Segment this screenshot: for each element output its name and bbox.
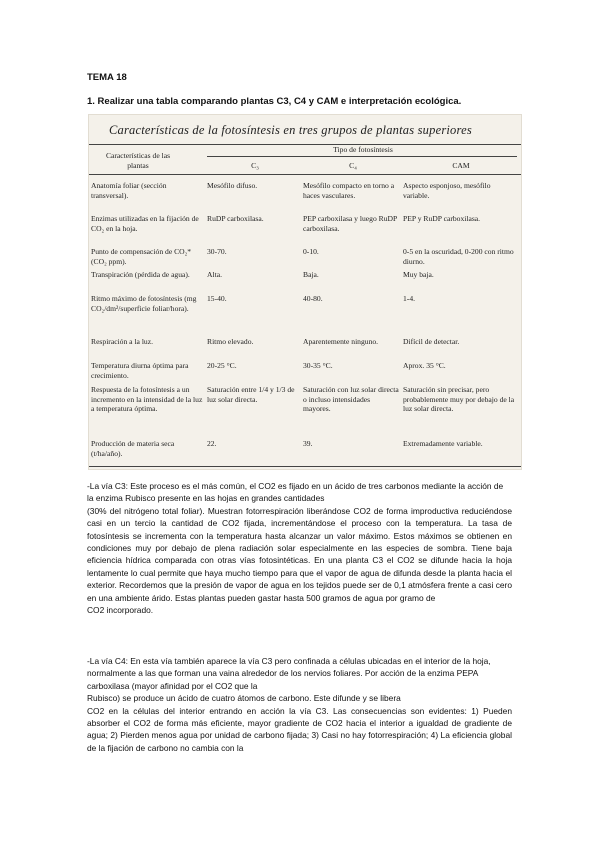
row-label: Punto de compensación de CO₂* (CO₂ ppm). [91, 247, 192, 266]
cell-cam: Aprox. 35 °C. [403, 361, 446, 370]
cell-cam: PEP y RuDP carboxilasa. [403, 214, 481, 223]
cell-c4: Aparentemente ninguno. [303, 337, 379, 346]
c4-section [87, 655, 512, 754]
question-heading: 1. Realizar una tabla comparando plantas C3, C4 y CAM e interpretación ecológica. [87, 96, 462, 107]
cell-c3: 20-25 °C. [207, 361, 237, 370]
column-c4: C₄ [349, 161, 357, 170]
cell-cam: 0-5 en la oscuridad, 0-200 con ritmo diurno. [403, 247, 514, 266]
cell-cam: 1-4. [403, 294, 416, 303]
cell-cam: Muy baja. [403, 270, 434, 279]
cell-c4: Mesófilo compacto en torno a haces vasculares. [303, 181, 395, 200]
group-header: Tipo de fotosíntesis [333, 145, 393, 154]
row-label: Ritmo máximo de fotosíntesis (mg CO₂/dm²/superficie foliar/hora). [91, 294, 197, 313]
cell-cam: Aspecto esponjoso, mesófilo variable. [403, 181, 491, 200]
row-label: Enzimas utilizadas en la fijación de CO₂ en la hoja. [91, 214, 199, 233]
cell-c3: 22. [207, 439, 217, 448]
c4-body: CO2 en la células del interior entrando en acción la vía C3. Las consecuencias son evidentes: 1) Pueden absorber el CO2 de forma más eficiente, mayor gradiente de CO2 hacia el interior a igualdad de gradiente de agua; 2) Pierden menos agua por unidad de carbono fijada; 3) Casi no hay fotorrespiración; 4) La eficiencia global de la fijación de carbono no cambia con la [87, 705, 512, 753]
row-label: Temperatura diurna óptima para crecimiento. [91, 361, 189, 380]
topic-heading: TEMA 18 [87, 72, 127, 83]
cell-c3: RuDP carboxilasa. [207, 214, 264, 223]
header-bottom-rule [89, 174, 521, 175]
cell-c4: 0-10. [303, 247, 319, 256]
cell-c4: 30-35 °C. [303, 361, 333, 370]
cell-c3: Ritmo elevado. [207, 337, 254, 346]
cell-c4: Baja. [303, 270, 319, 279]
c4-intro: -La vía C4: En esta vía también aparece la vía C3 pero confinada a células ubicadas en el interior de la hoja, normalmente a las que forman una vaina alrededor de los nervios foliares. Por acción de la enzima PEPA carboxilasa (mayor afinidad por el CO2 que la [87, 656, 491, 691]
cell-cam: Saturación sin precisar, pero probablemente muy por debajo de la luz solar directa. [403, 385, 515, 414]
cell-c3: Alta. [207, 270, 222, 279]
row-label: Respiración a la luz. [91, 337, 153, 346]
cell-c4: Saturación con luz solar directa o incluso intensidades mayores. [303, 385, 399, 414]
c3-body: (30% del nitrógeno total foliar). Muestran fotorrespiración liberándose CO2 de forma improductiva reduciéndose casi en un tercio la cantidad de CO2 fijada, incrementándose el proceso con la temperatura. La tasa de fotosíntesis se incrementa con la temperatura hasta alcanzar un valor máximo. Estos máximos se obtienen en condiciones muy por debajo de plena radiación solar especialmente en las especies de sombra. Tiene baja eficiencia hídrica comparada con otras vías fotosintéticas. En una planta C3 el CO2 se difunde hacia la hoja lentamente lo cual permite que haya mucho tiempo para que el vapor de agua de difunda desde la planta hacia el exterior. Recordemos que la presión de vapor de agua en los tejidos puede ser de 0,1 atmósfera frente a casi cero en una ambiente árido. Estas plantas pueden gastar hasta 500 gramos de agua por gramo de [87, 505, 512, 603]
row-label: Transpiración (pérdida de agua). [91, 270, 190, 279]
row-label: Producción de materia seca (t/ha/año). [91, 439, 175, 458]
cell-c4: PEP carboxilasa y luego RuDP carboxilasa. [303, 214, 397, 233]
row-label: Respuesta de la fotosíntesis a un incremento en la intensidad de la luz a temperatura óptima. [91, 385, 203, 414]
photosynthesis-comparison-table [88, 114, 522, 470]
corner-header: Características de las plantas [105, 151, 171, 170]
column-c3: C₃ [251, 161, 259, 170]
cell-c3: 30-70. [207, 247, 227, 256]
c4-mid: Rubisco) se produce un ácido de cuatro átomos de carbono. Este difunde y se libera [87, 693, 401, 704]
group-header-rule [207, 156, 517, 157]
column-cam: CAM [452, 161, 470, 170]
table-bottom-rule [89, 466, 521, 467]
c3-intro: -La vía C3: Este proceso es el más común, el CO2 es fijado en un ácido de tres carbonos mediante la acción de la enzima Rubisco presente en las hojas en grandes cantidades [87, 481, 504, 504]
row-label: Anatomía foliar (sección transversal). [91, 181, 167, 200]
cell-c4: 40-80. [303, 294, 323, 303]
c3-end: CO2 incorporado. [87, 605, 154, 616]
c3-section [87, 480, 512, 616]
cell-c3: Saturación entre 1/4 y 1/3 de luz solar directa. [207, 385, 295, 404]
table-title: Características de la fotosíntesis en tres grupos de plantas superiores [109, 123, 472, 137]
cell-c3: Mesófilo difuso. [207, 181, 258, 190]
cell-cam: Extremadamente variable. [403, 439, 483, 448]
cell-cam: Difícil de detectar. [403, 337, 460, 346]
cell-c3: 15-40. [207, 294, 227, 303]
cell-c4: 39. [303, 439, 313, 448]
